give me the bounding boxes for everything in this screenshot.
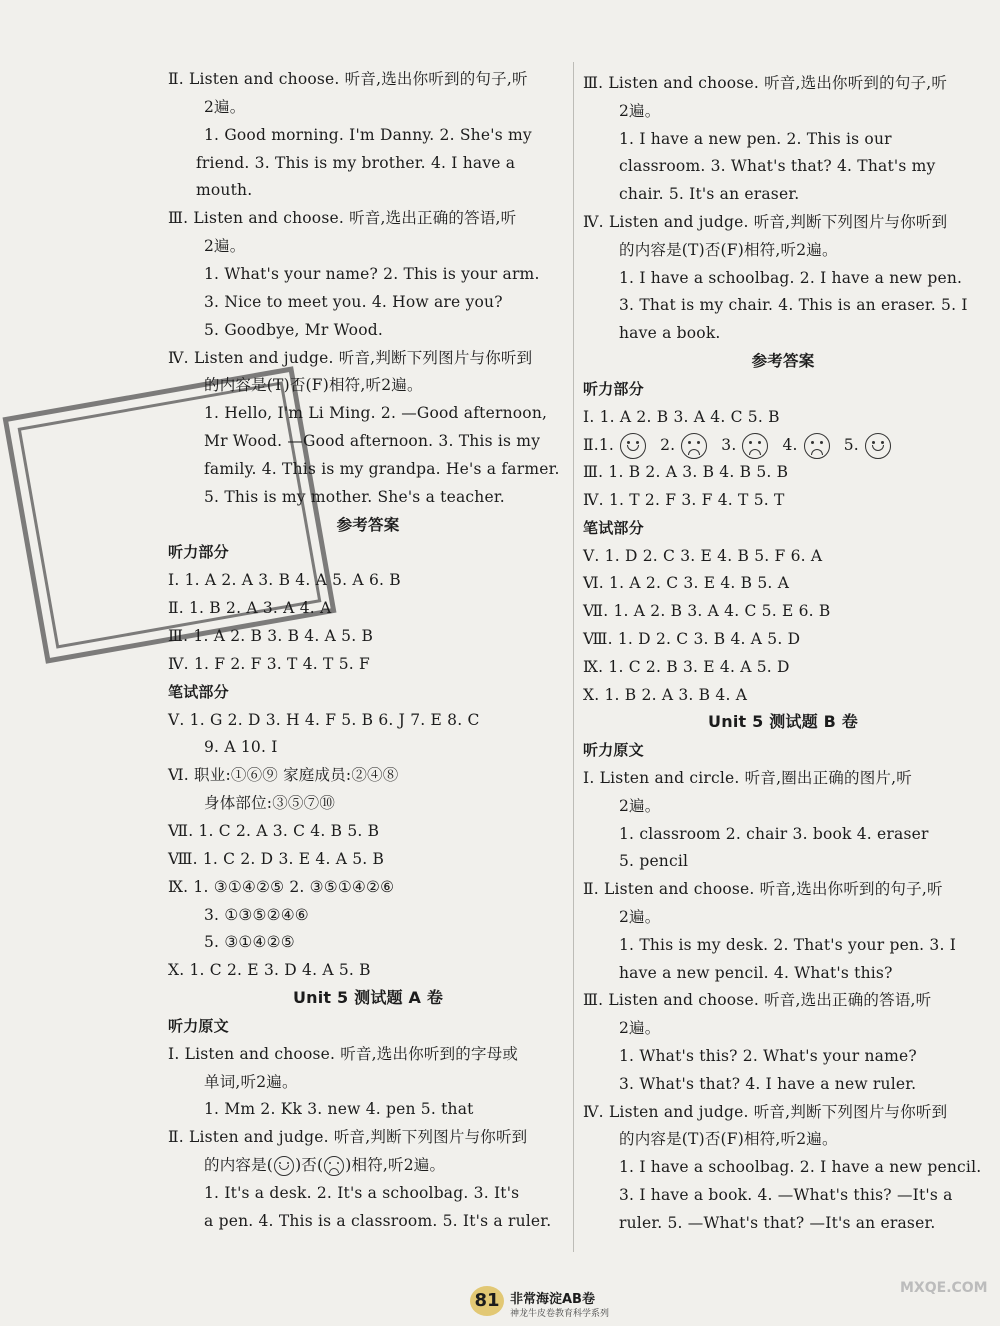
text-line: 身体部位:③⑤⑦⑩ [204, 794, 336, 813]
text-line: Ⅶ. 1. A 2. B 3. A 4. C 5. E 6. B [583, 602, 831, 621]
answer-number: 5. [843, 436, 859, 455]
text-line: Ⅸ. 1. ③①④②⑤ 2. ③⑤①④②⑥ [168, 877, 395, 896]
smiley-face-icon [274, 1156, 294, 1176]
sad-face-icon [742, 433, 768, 459]
text-line: Ⅶ. 1. C 2. A 3. C 4. B 5. B [168, 821, 380, 840]
text-line: 的内容是(T)否(F)相符,听2遍。 [204, 376, 423, 395]
text-line: Ⅰ. Listen and circle. 听音,圈出正确的图片,听 [583, 769, 912, 787]
text-line: ruler. 5. —What's that? —It's an eraser. [619, 1213, 936, 1232]
text-line: Ⅲ. Listen and choose. 听音,选出你听到的句子,听 [583, 74, 948, 92]
text-line: Ⅳ. Listen and judge. 听音,判断下列图片与你听到 [583, 1102, 948, 1121]
text-line: 笔试部分 [583, 518, 644, 537]
text-line: 1. This is my desk. 2. That's your pen. 3. I [619, 935, 957, 954]
text-line: 听力原文 [583, 741, 644, 760]
text-line: Ⅰ. 1. A 2. A 3. B 4. A 5. A 6. B [168, 571, 401, 590]
text-line: Ⅲ. 1. B 2. A 3. B 4. B 5. B [583, 463, 789, 482]
text-line: mouth. [196, 181, 253, 200]
text-line: Ⅰ. Listen and choose. 听音,选出你听到的字母或 [168, 1044, 519, 1063]
sad-face-icon [804, 433, 830, 459]
text-line: chair. 5. It's an eraser. [619, 185, 800, 204]
text-line: 1. Hello, I'm Li Ming. 2. —Good afternoon, [204, 404, 548, 423]
text-line: Ⅹ. 1. B 2. A 3. B 4. A [583, 685, 748, 704]
smiley-face-icon [865, 433, 891, 459]
text-line: 参考答案 [336, 515, 400, 534]
text-line: Ⅵ. 1. A 2. C 3. E 4. B 5. A [583, 574, 790, 593]
text-line: Ⅲ. Listen and choose. 听音,选出正确的答语,听 [583, 991, 932, 1010]
text-line: Ⅵ. 职业:①⑥⑨ 家庭成员:②④⑧ [168, 766, 399, 785]
text-line: 3. That is my chair. 4. This is an eraser. 5. I [619, 296, 968, 315]
answer-number: 2. [660, 436, 676, 455]
text-fragment: 的内容是( [204, 1156, 274, 1175]
text-line: 3. What's that? 4. I have a new ruler. [619, 1074, 917, 1093]
text-line: 单词,听2遍。 [204, 1072, 298, 1091]
text-line: 9. A 10. I [204, 738, 278, 757]
text-line: have a new pencil. 4. What's this? [619, 963, 893, 982]
text-line: 1. What's this? 2. What's your name? [619, 1047, 917, 1065]
text-line: 1. What's your name? 2. This is your arm. [204, 264, 540, 283]
page-number: 81 [470, 1286, 504, 1316]
sad-face-icon [681, 433, 707, 459]
text-line: a pen. 4. This is a classroom. 5. It's a ruler. [204, 1211, 552, 1230]
text-line: 1. It's a desk. 2. It's a schoolbag. 3. It's [204, 1184, 520, 1202]
text-line: 听力部分 [583, 379, 644, 398]
text-line: 参考答案 [751, 352, 815, 370]
text-fragment: )否( [295, 1156, 324, 1175]
text-line: Mr Wood. —Good afternoon. 3. This is my [204, 432, 541, 451]
answer-number: 4. [782, 436, 798, 455]
column-divider [573, 62, 574, 1252]
text-line: Ⅷ. 1. C 2. D 3. E 4. A 5. B [168, 849, 385, 868]
answer-number: 1. [598, 436, 615, 455]
text-line: 1. I have a schoolbag. 2. I have a new pen. [619, 268, 963, 287]
text-line: Ⅱ. Listen and choose. 听音,选出你听到的句子,听 [168, 70, 528, 88]
smiley-face-icon [620, 433, 646, 459]
footer-title: 非常海淀AB卷 [510, 1292, 595, 1307]
text-line [583, 433, 905, 459]
text-line: 2遍。 [204, 237, 246, 256]
watermark: MXQE.COM [900, 1280, 988, 1296]
text-line: Ⅸ. 1. C 2. B 3. E 4. A 5. D [583, 657, 790, 676]
text-line: have a book. [619, 324, 721, 343]
sad-face-icon [324, 1156, 344, 1176]
text-line: 5. This is my mother. She's a teacher. [204, 487, 505, 506]
text-line: 5. pencil [619, 852, 689, 871]
text-line: 2遍。 [619, 796, 661, 815]
text-line: Ⅳ. Listen and judge. 听音,判断下列图片与你听到 [168, 348, 533, 367]
text-line: Ⅷ. 1. D 2. C 3. B 4. A 5. D [583, 630, 801, 648]
text-line: 2遍。 [619, 1019, 661, 1038]
text-line: friend. 3. This is my brother. 4. I have a [196, 153, 516, 172]
text-line: Ⅳ. Listen and judge. 听音,判断下列图片与你听到 [583, 213, 948, 231]
text-line: 听力原文 [168, 1016, 229, 1035]
text-line: Ⅲ. 1. A 2. B 3. B 4. A 5. B [168, 627, 374, 645]
text-line: Unit 5 测试题 B 卷 [708, 712, 858, 732]
text-line [204, 1154, 445, 1176]
row-label: Ⅱ. [583, 436, 599, 455]
text-line: 3. Nice to meet you. 4. How are you? [204, 292, 503, 311]
text-line: Unit 5 测试题 A 卷 [292, 988, 444, 1008]
text-line: 1. Mm 2. Kk 3. new 4. pen 5. that [204, 1100, 474, 1119]
text-line: family. 4. This is my grandpa. He's a farmer. [204, 459, 560, 478]
text-line: 1. Good morning. I'm Danny. 2. She's my [204, 125, 532, 144]
text-line: Ⅳ. 1. F 2. F 3. T 4. T 5. F [168, 654, 370, 673]
text-fragment: )相符,听2遍。 [345, 1156, 446, 1175]
text-line: 5. Goodbye, Mr Wood. [204, 320, 383, 339]
text-line: Ⅲ. Listen and choose. 听音,选出正确的答语,听 [168, 209, 517, 228]
text-line: 1. I have a new pen. 2. This is our [619, 129, 892, 148]
text-line: 2遍。 [619, 908, 661, 926]
text-line: 3. ①③⑤②④⑥ [204, 905, 309, 924]
text-line: classroom. 3. What's that? 4. That's my [619, 157, 936, 176]
text-line: 1. I have a schoolbag. 2. I have a new pencil. [619, 1158, 982, 1177]
text-line: 3. I have a book. 4. —What's this? —It's a [619, 1186, 953, 1204]
text-line: Ⅳ. 1. T 2. F 3. F 4. T 5. T [583, 491, 785, 509]
text-line: 5. ③①④②⑤ [204, 933, 295, 952]
text-line: Ⅱ. Listen and judge. 听音,判断下列图片与你听到 [168, 1128, 528, 1147]
text-line: 笔试部分 [168, 682, 229, 701]
text-line: 2遍。 [204, 97, 246, 116]
text-line: 2遍。 [619, 101, 661, 120]
text-line: 的内容是(T)否(F)相符,听2遍。 [619, 1130, 838, 1149]
text-line: Ⅱ. Listen and choose. 听音,选出你听到的句子,听 [583, 880, 943, 899]
answer-number: 3. [721, 436, 737, 455]
footer-subtitle: 神龙牛皮卷教育科学系列 [510, 1309, 610, 1319]
text-line: Ⅴ. 1. D 2. C 3. E 4. B 5. F 6. A [583, 546, 823, 565]
text-line: 听力部分 [168, 543, 229, 562]
text-line: Ⅴ. 1. G 2. D 3. H 4. F 5. B 6. J 7. E 8. C [168, 710, 480, 729]
text-line: 的内容是(T)否(F)相符,听2遍。 [619, 240, 838, 259]
text-line: Ⅹ. 1. C 2. E 3. D 4. A 5. B [168, 961, 371, 980]
text-line: 1. classroom 2. chair 3. book 4. eraser [619, 824, 929, 843]
text-line: Ⅰ. 1. A 2. B 3. A 4. C 5. B [583, 407, 780, 426]
text-line: Ⅱ. 1. B 2. A 3. A 4. A [168, 599, 332, 618]
